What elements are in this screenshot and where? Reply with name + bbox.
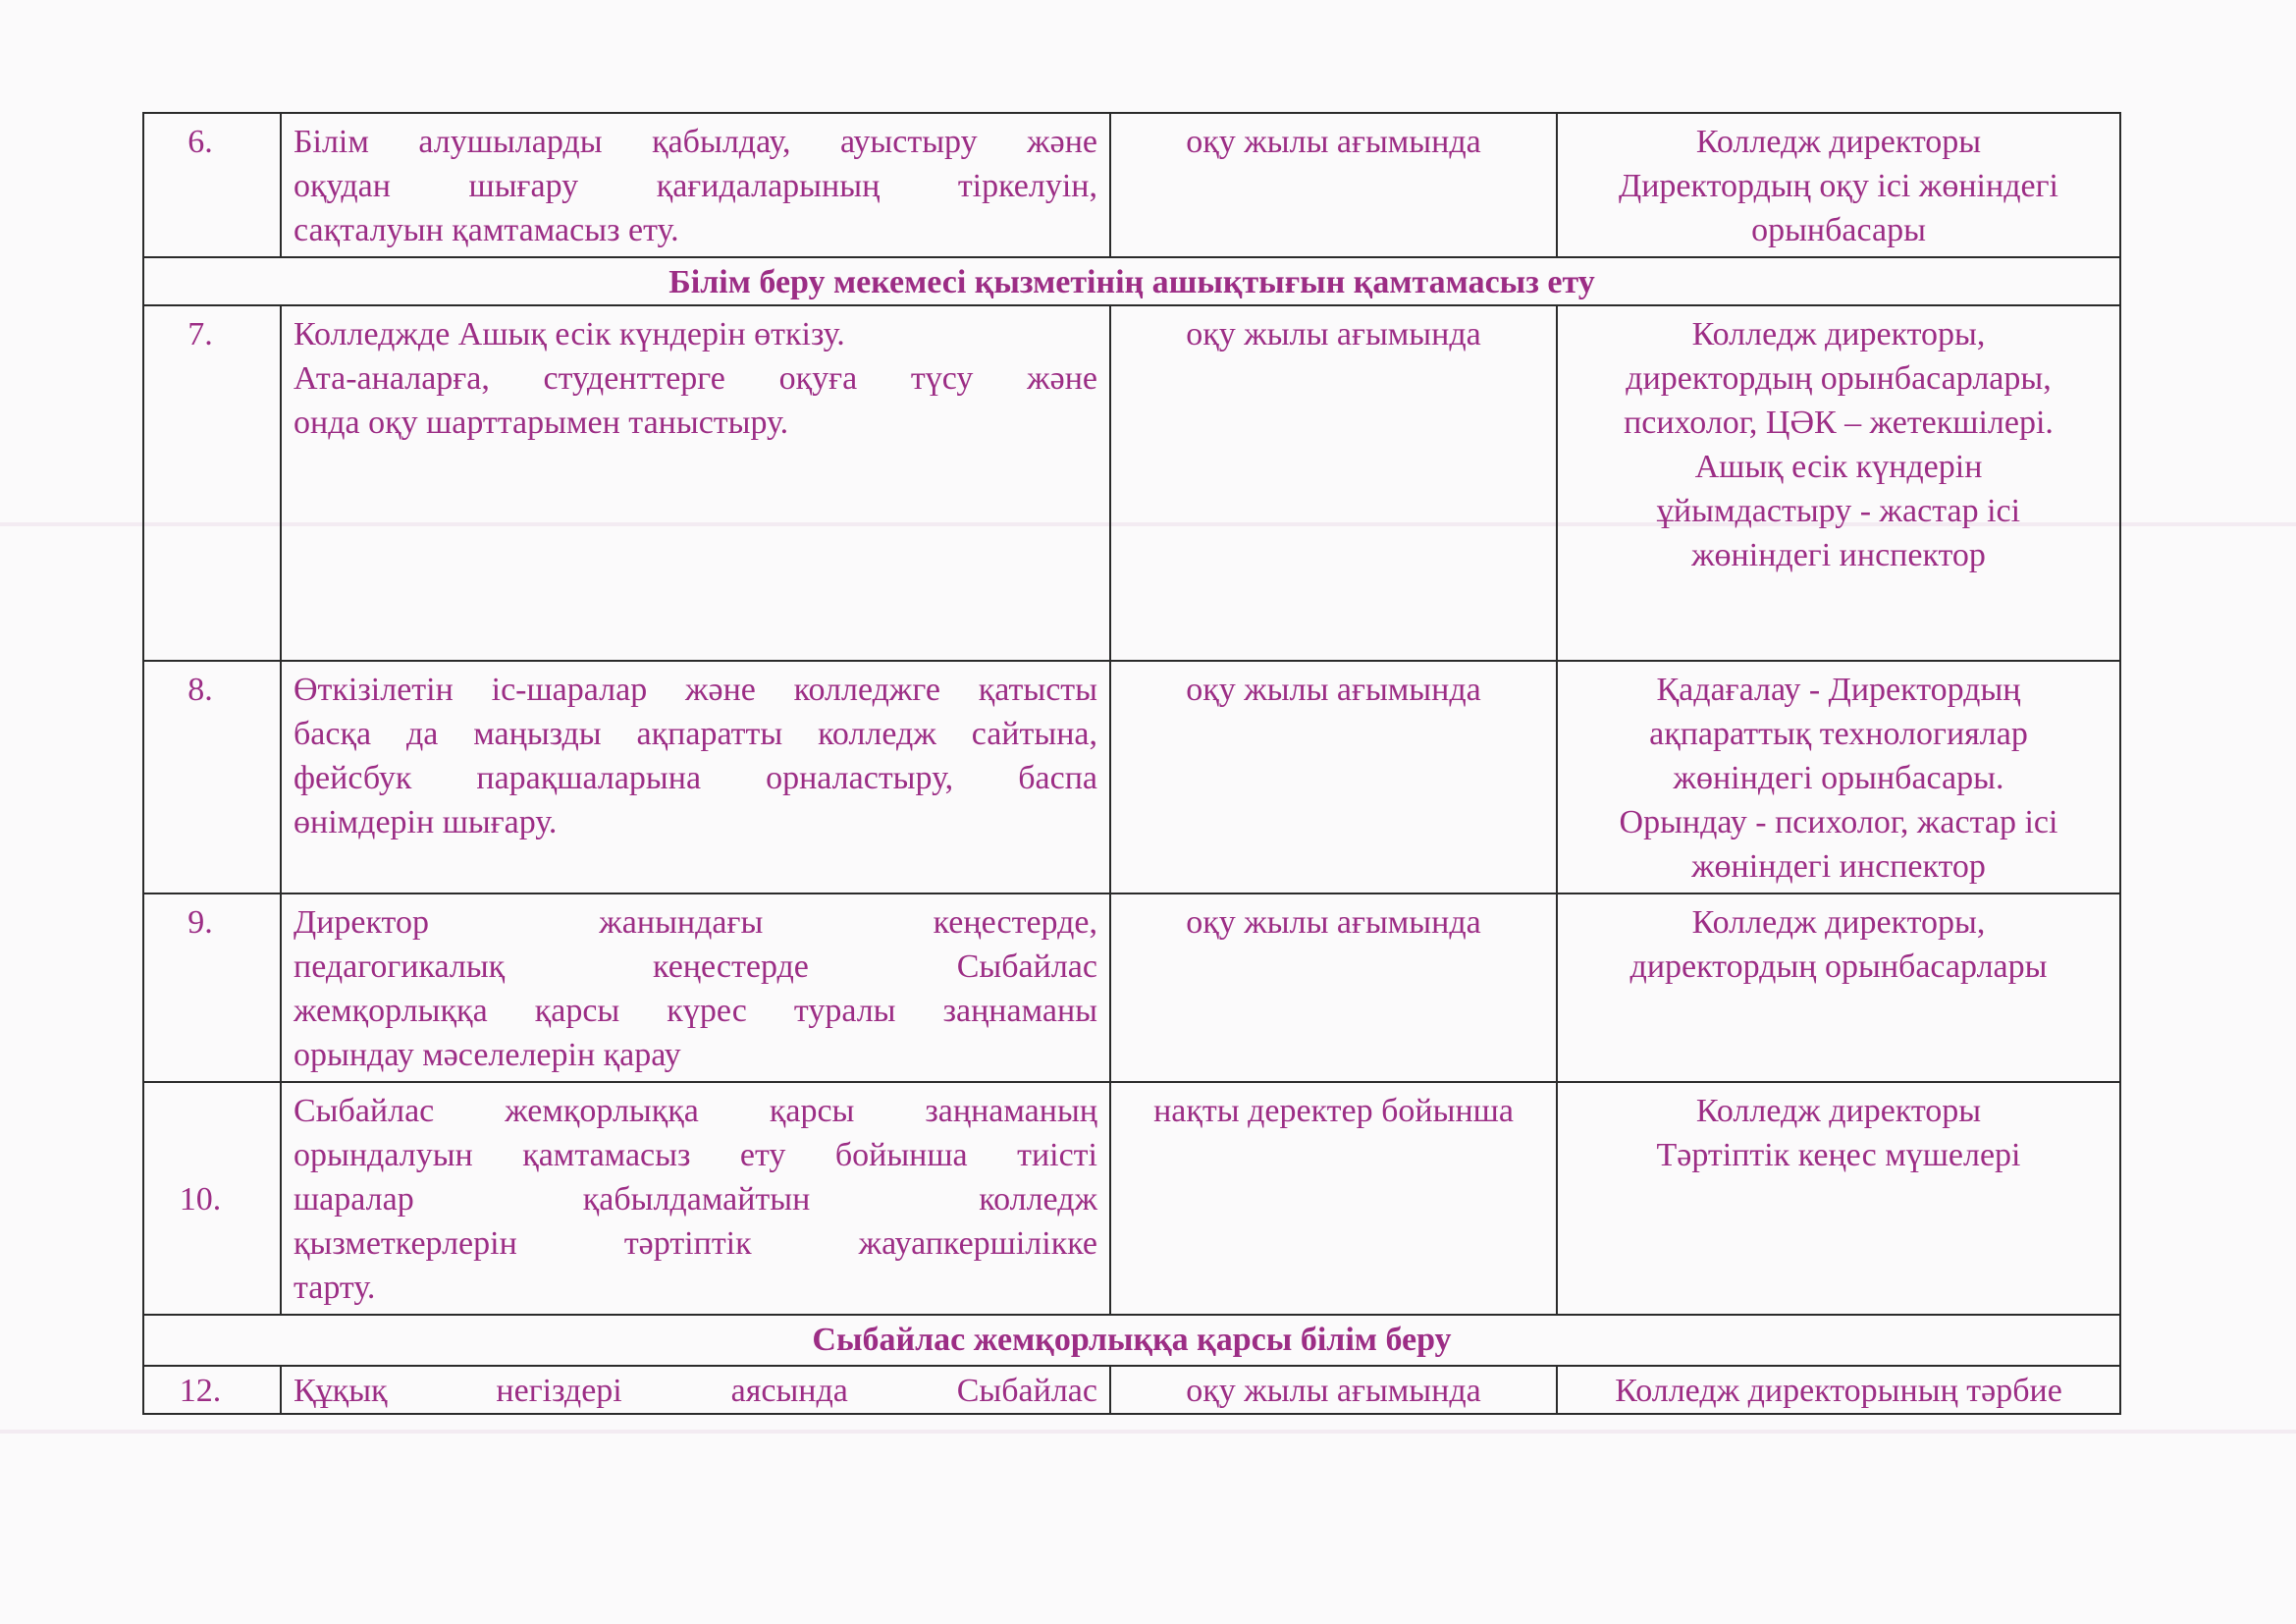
row-number: 12. [143,1366,281,1414]
row-number: 6. [143,113,281,257]
row-responsible: Қадағалау - Директордың ақпараттық технологиялар жөніндегі орынбасары. Орындау - психолог, жастар ісі жөніндегі инспектор [1557,661,2120,893]
row-responsible: Колледж директоры Тәртіптік кеңес мүшелері [1557,1082,2120,1315]
section-title: Білім беру мекемесі қызметінің ашықтығын қамтамасыз ету [143,257,2120,305]
row-responsible: Колледж директоры Директордың оқу ісі жөніндегі орынбасары [1557,113,2120,257]
row-term: оқу жылы ағымында [1110,661,1557,893]
row-description: Сыбайлас жемқорлыққа қарсы заңнаманың орындалуын қамтамасыз ету бойынша тиісті шаралар қабылдамайтын колледж қызметкерлерін тәртіптік жауапкершілікке тарту. [281,1082,1110,1315]
row-description: Құқық негіздері аясында Сыбайлас [281,1366,1110,1414]
table-row [143,1366,2120,1414]
table-row [143,305,2120,661]
table-row [143,113,2120,257]
table-row [143,661,2120,893]
row-number: 9. [143,893,281,1082]
row-description: Өткізілетін іс-шаралар және колледжге қатысты басқа да маңызды ақпаратты колледж сайтына, фейсбук парақшаларына орналастыру, баспа өнімдерін шығару. [281,661,1110,893]
row-number: 10. [143,1082,281,1315]
row-responsible: Колледж директоры, директордың орынбасарлары [1557,893,2120,1082]
section-title: Сыбайлас жемқорлыққа қарсы білім беру [143,1315,2120,1366]
row-responsible: Колледж директорының тәрбие [1557,1366,2120,1414]
table-row [143,893,2120,1082]
row-responsible: Колледж директоры, директордың орынбасарлары, психолог, ЦӘК – жетекшілері. Ашық есік күндерін ұйымдастыру - жастар ісі жөніндегі инспектор [1557,305,2120,661]
row-description: Директор жанындағы кеңестерде, педагогикалық кеңестерде Сыбайлас жемқорлыққа қарсы күрес туралы заңнаманы орындау мәселелерін қарау [281,893,1110,1082]
row-description: Колледжде Ашық есік күндерін өткізу. Ата-аналарға, студенттерге оқуға түсу және онда оқу шарттарымен таныстыру. [281,305,1110,661]
row-term: оқу жылы ағымында [1110,893,1557,1082]
row-term: оқу жылы ағымында [1110,113,1557,257]
row-number: 7. [143,305,281,661]
row-term: нақты деректер бойынша [1110,1082,1557,1315]
section-header-row [143,257,2120,305]
row-term: оқу жылы ағымында [1110,1366,1557,1414]
row-description: Білім алушыларды қабылдау, ауыстыру және оқудан шығару қағидаларының тіркелуін, сақталуын қамтамасыз ету. [281,113,1110,257]
section-header-row [143,1315,2120,1366]
row-number: 8. [143,661,281,893]
action-plan-table [142,112,2121,1415]
scan-artifact-line [0,1430,2296,1434]
row-term: оқу жылы ағымында [1110,305,1557,661]
table-row [143,1082,2120,1315]
